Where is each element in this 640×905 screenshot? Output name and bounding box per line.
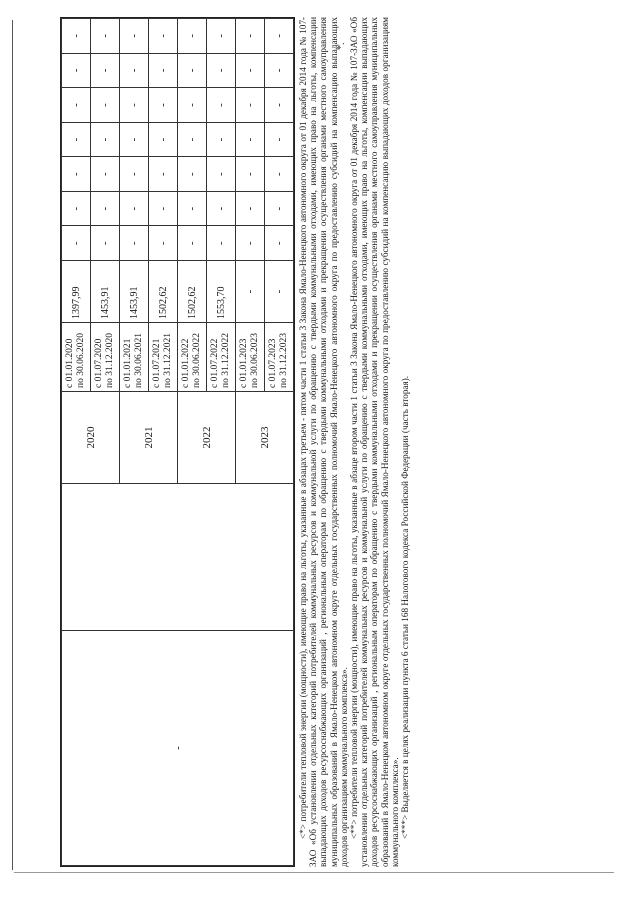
- first-column-cell: -: [62, 631, 294, 866]
- dash-cell: -: [62, 19, 91, 54]
- dash-cell: -: [91, 88, 120, 123]
- period-line: по 31.12.2020: [105, 333, 115, 388]
- footnotes: [298, 17, 410, 867]
- table-row: [62, 19, 91, 866]
- end-mark: *.: [336, 42, 347, 50]
- period-line: по 30.06.2023: [250, 333, 260, 388]
- period-line: по 30.06.2021: [134, 333, 144, 388]
- footnote-3: <***> Выделяется в целях реализации пункта 6 статьи 168 Налогового кодекса Российской Федерации (часть вторая).: [400, 375, 411, 839]
- dash-cell: -: [120, 19, 149, 54]
- period-line: с 01.07.2023: [268, 338, 278, 388]
- dash-cell: -: [265, 53, 294, 88]
- dash-cell: -: [62, 191, 91, 226]
- dash-cell: -: [236, 53, 265, 88]
- period-line: с 01.01.2022: [181, 338, 191, 388]
- tariff-value-cell: -: [236, 261, 265, 323]
- dash-cell: -: [120, 191, 149, 226]
- dash-cell: -: [91, 191, 120, 226]
- dash-cell: -: [207, 191, 236, 226]
- dash-cell: -: [207, 53, 236, 88]
- period-cell: [265, 323, 294, 392]
- period-cell: [62, 323, 91, 392]
- period-line: с 01.01.2020: [65, 338, 75, 388]
- period-line: по 30.06.2022: [192, 333, 202, 388]
- scan-edge-line: [12, 20, 13, 870]
- tariff-table: [60, 17, 295, 867]
- dash-cell: -: [265, 226, 294, 261]
- tariff-grid: [61, 18, 294, 866]
- dash-cell: -: [265, 19, 294, 54]
- dash-cell: -: [91, 122, 120, 157]
- dash-cell: -: [265, 122, 294, 157]
- dash-cell: -: [149, 19, 178, 54]
- dash-cell: -: [91, 19, 120, 54]
- dash-cell: -: [207, 88, 236, 123]
- dash-cell: -: [149, 88, 178, 123]
- dash-cell: -: [120, 88, 149, 123]
- tariff-value-cell: 1502,62: [149, 261, 178, 323]
- dash-cell: -: [236, 226, 265, 261]
- dash-cell: -: [149, 226, 178, 261]
- tariff-value-cell: 1502,62: [178, 261, 207, 323]
- year-cell: 2023: [236, 392, 294, 484]
- dash-cell: -: [236, 157, 265, 192]
- dash-cell: -: [178, 19, 207, 54]
- dash-cell: -: [91, 226, 120, 261]
- dash-cell: -: [62, 88, 91, 123]
- dash-cell: -: [236, 19, 265, 54]
- dash-cell: -: [236, 88, 265, 123]
- dash-cell: -: [178, 191, 207, 226]
- dash-cell: -: [120, 226, 149, 261]
- dash-cell: -: [120, 157, 149, 192]
- dash-cell: -: [265, 191, 294, 226]
- dash-cell: -: [178, 226, 207, 261]
- dash-cell: -: [62, 53, 91, 88]
- period-line: с 01.01.2023: [239, 338, 249, 388]
- dash-cell: -: [62, 122, 91, 157]
- tariff-value-cell: 1397,99: [62, 261, 91, 323]
- dash-cell: -: [149, 53, 178, 88]
- second-column-cell: [62, 484, 294, 631]
- tariff-value-cell: 1453,91: [91, 261, 120, 323]
- year-cell: 2022: [178, 392, 236, 484]
- dash-cell: -: [207, 157, 236, 192]
- period-cell: [120, 323, 149, 392]
- period-line: с 01.07.2020: [94, 338, 104, 388]
- dash-cell: -: [120, 122, 149, 157]
- year-cell: 2021: [120, 392, 178, 484]
- dash-cell: -: [149, 157, 178, 192]
- dash-cell: -: [178, 53, 207, 88]
- dash-cell: -: [62, 226, 91, 261]
- dash-cell: -: [149, 191, 178, 226]
- dash-cell: -: [178, 122, 207, 157]
- period-line: с 01.07.2022: [210, 338, 220, 388]
- period-cell: [236, 323, 265, 392]
- period-cell: [178, 323, 207, 392]
- dash-cell: -: [91, 157, 120, 192]
- period-cell: [91, 323, 120, 392]
- dash-cell: -: [265, 157, 294, 192]
- year-cell: 2020: [62, 392, 120, 484]
- period-line: с 01.01.2021: [123, 338, 133, 388]
- dash-cell: -: [265, 88, 294, 123]
- period-line: с 01.07.2021: [152, 338, 162, 388]
- dash-cell: -: [62, 157, 91, 192]
- dash-cell: -: [207, 19, 236, 54]
- footnote-2: <**> потребители тепловой энергии (мощности), имеющие право на льготы, указанные в абзаце втором части 1 статьи 3 Закона Ямало-Ненецкого автономного округа от 01 декабря 2014 года № 107-ЗАО «Об установлении отдельных категорий потребителей коммунальных ресурсов и коммунальной услуги по обращению с твердыми коммунальными отходами, имеющих право на льготы, компенсации выпадающих доходов ресурсоснабжающих организаций , региональным операторам по обращению с твердыми коммунальными отходами и прекращении осуществления органами местного самоуправления муниципальных образований в Ямало-Ненецком автономном округе отдельных государственных полномочий Ямало-Ненецкого автономного округа по предоставлению субсидий на компенсацию выпадающих доходов организациям коммунального комплекса».: [349, 17, 400, 867]
- period-line: по 31.12.2023: [279, 333, 289, 388]
- tariff-value-cell: 1553,70: [207, 261, 236, 323]
- scan-bottom-line: [14, 872, 614, 873]
- dash-cell: -: [207, 122, 236, 157]
- period-cell: [149, 323, 178, 392]
- dash-cell: -: [236, 122, 265, 157]
- period-line: по 30.06.2020: [76, 333, 86, 388]
- dash-cell: -: [207, 226, 236, 261]
- dash-cell: -: [178, 157, 207, 192]
- dash-cell: -: [178, 88, 207, 123]
- period-line: по 31.12.2022: [221, 333, 231, 388]
- period-line: по 31.12.2021: [163, 333, 173, 388]
- dash-cell: -: [236, 191, 265, 226]
- dash-cell: -: [91, 53, 120, 88]
- period-cell: [207, 323, 236, 392]
- footnote-1: <*> потребители тепловой энергии (мощности), имеющие право на льготы, указанные в абзацах третьем - пятом части 1 статьи 3 Закона Ямало-Ненецкого автономного округа от 01 декабря 2014 года № 107-ЗАО «Об установлении отдельных категорий потребителей коммунальных ресурсов и коммунальной услуги по обращению с твердыми коммунальными отходами, имеющих право на льготы, компенсации выпадающих доходов ресурсоснабжающих организаций , региональным операторам по обращению с твердыми коммунальными отходами и прекращении осуществления органами местного самоуправления муниципальных образований в Ямало-Ненецком автономном округе отдельных государственных полномочий Ямало-Ненецкого автономного округа по предоставлению субсидий на компенсацию выпадающих доходов организациям коммунального комплекса».: [298, 17, 349, 867]
- dash-cell: -: [120, 53, 149, 88]
- tariff-value-cell: 1453,91: [120, 261, 149, 323]
- dash-cell: -: [149, 122, 178, 157]
- tariff-value-cell: -: [265, 261, 294, 323]
